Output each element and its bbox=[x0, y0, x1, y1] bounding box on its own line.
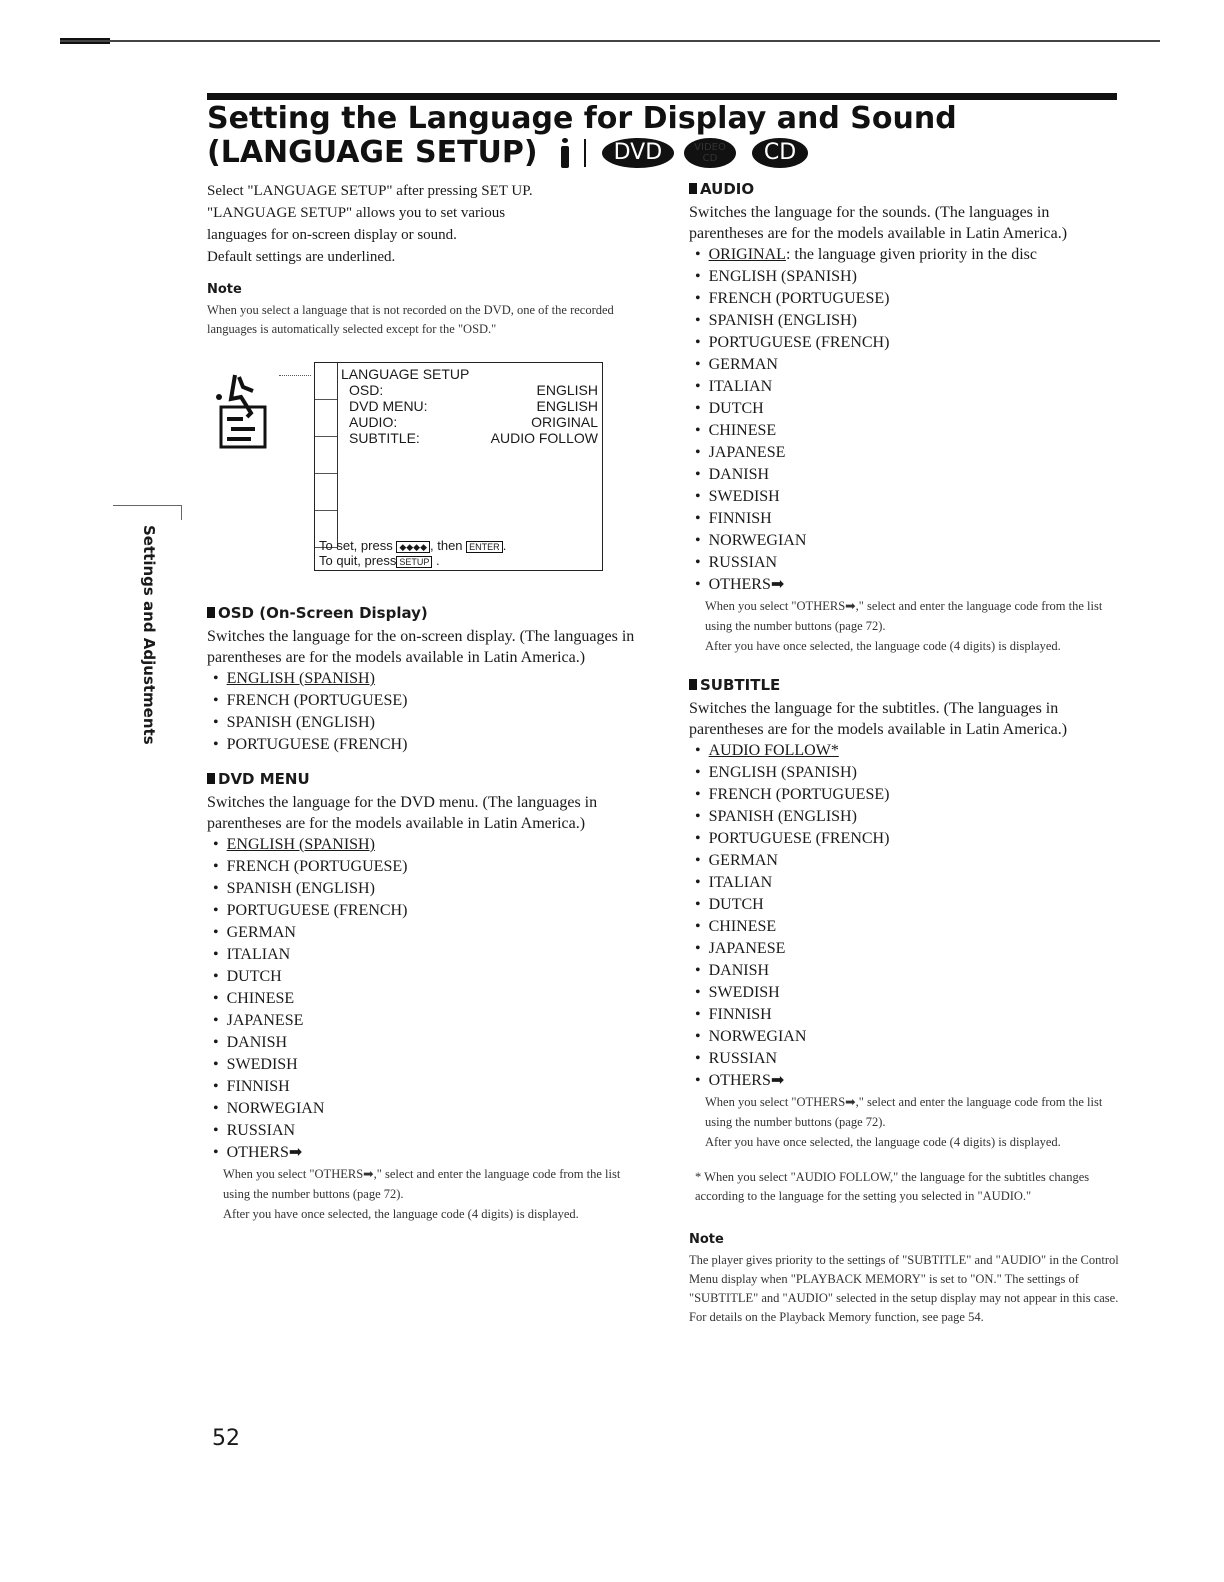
remote-icon bbox=[560, 138, 570, 168]
audio-list bbox=[689, 244, 1119, 596]
screen-instructions: To set, press ◆◆◆◆ , then ENTER . To quit, press SETUP . bbox=[319, 538, 507, 568]
intro-line: "LANGUAGE SETUP" allows you to set various bbox=[207, 205, 506, 221]
list-item: • DANISH bbox=[695, 464, 1119, 486]
audio-others-note-2: After you have once selected, the language code (4 digits) is displayed. bbox=[705, 639, 1061, 653]
list-item: • SWEDISH bbox=[695, 486, 1119, 508]
list-item: • SWEDISH bbox=[213, 1054, 642, 1076]
title-separator bbox=[584, 139, 586, 167]
dvd-menu-list bbox=[207, 834, 642, 1164]
side-tab-bracket bbox=[113, 505, 182, 520]
list-item: • GERMAN bbox=[695, 354, 1119, 376]
top-edge-line bbox=[60, 40, 1160, 42]
video-cd-badge: VIDEO CD bbox=[684, 138, 736, 168]
menu-tabs bbox=[315, 363, 338, 549]
list-item: • RUSSIAN bbox=[695, 552, 1119, 574]
subtitle-others-note-2: After you have once selected, the language code (4 digits) is displayed. bbox=[705, 1135, 1061, 1149]
osd-heading: OSD (On-Screen Display) bbox=[207, 604, 642, 622]
osd-desc: Switches the language for the on-screen display. (The languages in parentheses are for the models available in Latin America.) bbox=[207, 628, 635, 666]
arrow-keys-icon: ◆◆◆◆ bbox=[396, 541, 430, 553]
list-item: • GERMAN bbox=[213, 922, 642, 944]
subtitle-desc: Switches the language for the subtitles. (The languages in parentheses are for the models available in Latin America.) bbox=[689, 700, 1068, 738]
list-item: • SPANISH (ENGLISH) bbox=[213, 878, 642, 900]
list-item: • PORTUGUESE (FRENCH) bbox=[213, 900, 642, 922]
dvd-menu-others-note: When you select "OTHERS➡," select and enter the language code from the list using the number buttons (page 72). bbox=[223, 1167, 621, 1201]
subtitle-note-heading: Note bbox=[689, 1232, 724, 1247]
list-item: • ORIGINAL: the language given priority in the disc bbox=[695, 244, 1119, 266]
dvd-menu-others-note-2: After you have once selected, the language code (4 digits) is displayed. bbox=[223, 1207, 579, 1221]
subtitle-footnote: * When you select "AUDIO FOLLOW," the language for the subtitles changes according to the language for the setting you selected in "AUDIO." bbox=[695, 1170, 1090, 1203]
list-item: • SPANISH (ENGLISH) bbox=[695, 806, 1119, 828]
dvd-menu-heading: DVD MENU bbox=[207, 770, 642, 788]
note-heading: Note bbox=[207, 282, 242, 297]
subtitle-list bbox=[689, 740, 1119, 1092]
list-item: • NORWEGIAN bbox=[213, 1098, 642, 1120]
list-item: • DUTCH bbox=[213, 966, 642, 988]
intro-line: Default settings are underlined. bbox=[207, 249, 396, 265]
screen-row-osd: OSD: ENGLISH bbox=[349, 382, 598, 398]
right-column bbox=[689, 180, 1119, 1327]
list-item: • ITALIAN bbox=[213, 944, 642, 966]
list-item: • DUTCH bbox=[695, 894, 1119, 916]
title-rule bbox=[207, 93, 1117, 100]
list-item: • JAPANESE bbox=[213, 1010, 642, 1032]
list-item: • ENGLISH (SPANISH) bbox=[213, 668, 642, 690]
list-item: • PORTUGUESE (FRENCH) bbox=[695, 828, 1119, 850]
list-item: • JAPANESE bbox=[695, 442, 1119, 464]
list-item: • FRENCH (PORTUGUESE) bbox=[213, 856, 642, 878]
list-item: • ENGLISH (SPANISH) bbox=[695, 266, 1119, 288]
list-item: • ENGLISH (SPANISH) bbox=[213, 834, 642, 856]
list-item: • OTHERS➡ bbox=[695, 1070, 1119, 1092]
list-item: • FRENCH (PORTUGUESE) bbox=[213, 690, 642, 712]
side-tab: Settings and Adjustments bbox=[140, 525, 158, 745]
list-item: • FINNISH bbox=[213, 1076, 642, 1098]
list-item: • PORTUGUESE (FRENCH) bbox=[695, 332, 1119, 354]
audio-heading: AUDIO bbox=[689, 180, 1119, 198]
page-number: 52 bbox=[212, 1426, 240, 1451]
list-item: • FRENCH (PORTUGUESE) bbox=[695, 288, 1119, 310]
list-item: • GERMAN bbox=[695, 850, 1119, 872]
list-item: • OTHERS➡ bbox=[213, 1142, 642, 1164]
list-item: • CHINESE bbox=[695, 420, 1119, 442]
list-item: • AUDIO FOLLOW* bbox=[695, 740, 1119, 762]
list-item: • FINNISH bbox=[695, 508, 1119, 530]
list-item: • ENGLISH (SPANISH) bbox=[695, 762, 1119, 784]
screen-heading: LANGUAGE SETUP bbox=[341, 366, 470, 382]
list-item: • CHINESE bbox=[213, 988, 642, 1010]
title-line-2: (LANGUAGE SETUP) bbox=[207, 135, 538, 170]
language-setup-screen bbox=[314, 362, 603, 571]
list-item: • DANISH bbox=[695, 960, 1119, 982]
list-item: • NORWEGIAN bbox=[695, 1026, 1119, 1048]
subtitle-note-text: The player gives priority to the settings of "SUBTITLE" and "AUDIO" in the Control Menu display when "PLAYBACK MEMORY" is set to "ON." The settings of "SUBTITLE" and "AUDIO" selected in the setup display may not appear in this case. For details on the Playback Memory function, see page 54. bbox=[689, 1253, 1119, 1324]
list-item: • CHINESE bbox=[695, 916, 1119, 938]
cd-badge: CD bbox=[752, 138, 808, 168]
list-item: • SPANISH (ENGLISH) bbox=[213, 712, 642, 734]
list-item: • SWEDISH bbox=[695, 982, 1119, 1004]
dvd-badge: DVD bbox=[602, 138, 675, 168]
subtitle-heading: SUBTITLE bbox=[689, 676, 1119, 694]
screen-row-audio: AUDIO: ORIGINAL bbox=[349, 414, 598, 430]
osd-list bbox=[207, 668, 642, 756]
setup-figure bbox=[207, 357, 642, 582]
note-text: When you select a language that is not recorded on the DVD, one of the recorded languages is automatically selected except for the "OSD." bbox=[207, 303, 614, 336]
list-item: • DUTCH bbox=[695, 398, 1119, 420]
person-icon bbox=[207, 367, 277, 457]
list-item: • FRENCH (PORTUGUESE) bbox=[695, 784, 1119, 806]
audio-desc: Switches the language for the sounds. (The languages in parentheses are for the models available in Latin America.) bbox=[689, 204, 1068, 242]
list-item: • NORWEGIAN bbox=[695, 530, 1119, 552]
list-item: • JAPANESE bbox=[695, 938, 1119, 960]
list-item: • SPANISH (ENGLISH) bbox=[695, 310, 1119, 332]
enter-key: ENTER bbox=[466, 541, 503, 553]
list-item: • RUSSIAN bbox=[695, 1048, 1119, 1070]
screen-row-subtitle: SUBTITLE: AUDIO FOLLOW bbox=[349, 430, 598, 446]
setup-key: SETUP bbox=[396, 556, 432, 568]
list-item: • OTHERS➡ bbox=[695, 574, 1119, 596]
dvd-menu-desc: Switches the language for the DVD menu. (The languages in parentheses are for the models available in Latin America.) bbox=[207, 794, 598, 832]
left-column bbox=[207, 180, 642, 1224]
intro-line: languages for on-screen display or sound. bbox=[207, 227, 457, 243]
leader-line bbox=[279, 375, 311, 376]
list-item: • ITALIAN bbox=[695, 872, 1119, 894]
list-item: • PORTUGUESE (FRENCH) bbox=[213, 734, 642, 756]
list-item: • ITALIAN bbox=[695, 376, 1119, 398]
list-item: • DANISH bbox=[213, 1032, 642, 1054]
intro-line: Select "LANGUAGE SETUP" after pressing SET UP. bbox=[207, 183, 533, 199]
title-line-1: Setting the Language for Display and Sound bbox=[207, 101, 957, 136]
list-item: • FINNISH bbox=[695, 1004, 1119, 1026]
page-title bbox=[207, 102, 957, 170]
subtitle-others-note: When you select "OTHERS➡," select and enter the language code from the list using the number buttons (page 72). bbox=[705, 1095, 1103, 1129]
audio-others-note: When you select "OTHERS➡," select and enter the language code from the list using the number buttons (page 72). bbox=[705, 599, 1103, 633]
list-item: • RUSSIAN bbox=[213, 1120, 642, 1142]
screen-row-dvd-menu: DVD MENU: ENGLISH bbox=[349, 398, 598, 414]
